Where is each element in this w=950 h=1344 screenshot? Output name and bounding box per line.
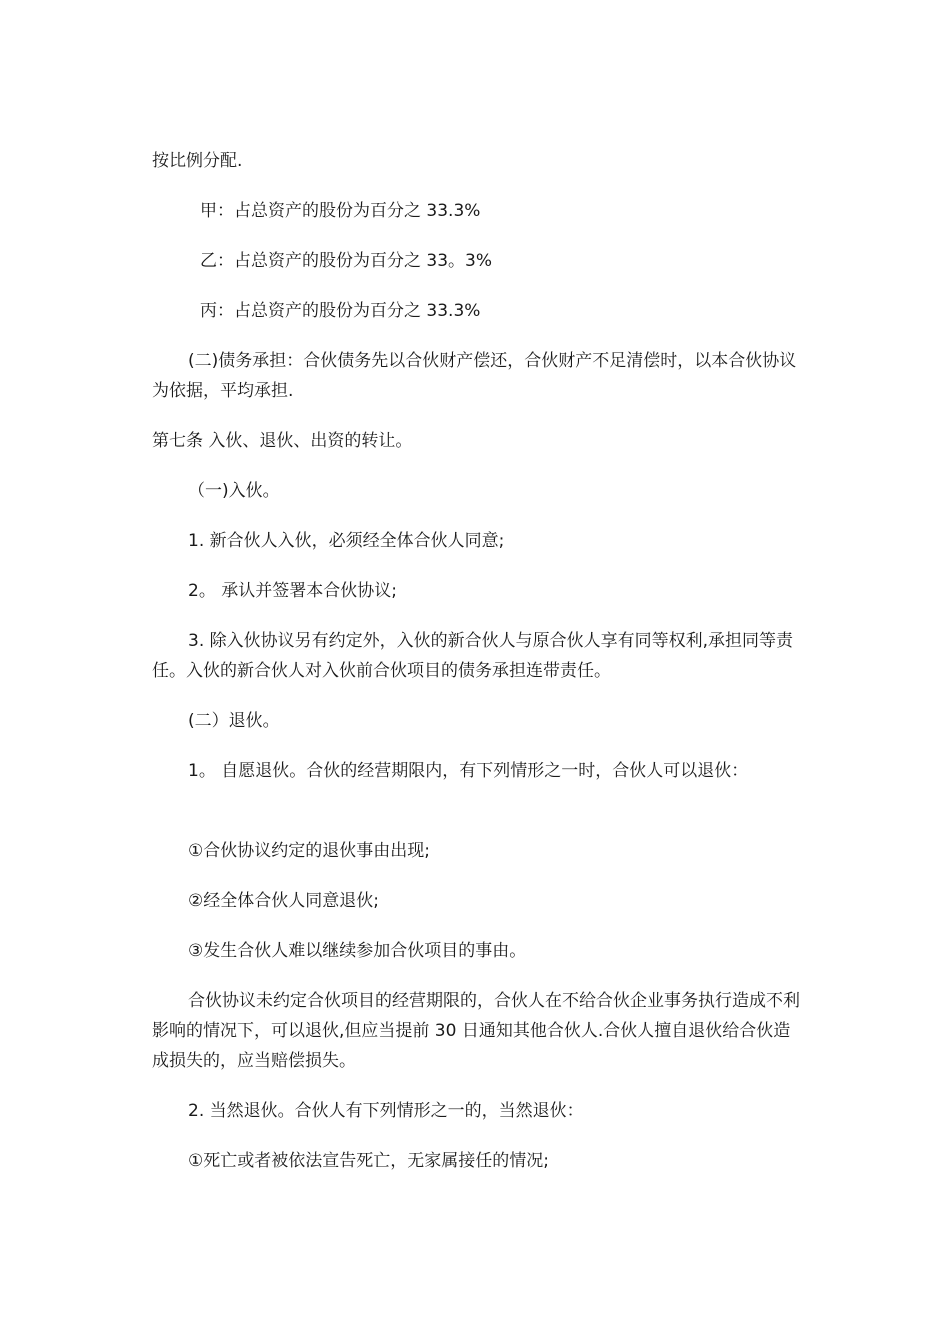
withdrawal-item-1: 1。 自愿退伙。合伙的经营期限内，有下列情形之一时，合伙人可以退伙：: [188, 761, 749, 781]
paragraph-unspecified-term: 合伙协议未约定合伙项目的经营期限的，合伙人在不给合伙企业事务执行造成不利影响的情况下，可以退伙,但应当提前 30 日通知其他合伙人.合伙人擅自退伙给合伙造成损失的，应当赔偿损失。: [152, 991, 800, 1071]
automatic-withdrawal-condition-1: ①死亡或者被依法宣告死亡，无家属接任的情况;: [188, 1151, 549, 1171]
withdrawal-condition-2: ②经全体合伙人同意退伙;: [188, 891, 379, 911]
paragraph-debt-bearing: (二)债务承担：合伙债务先以合伙财产偿还，合伙财产不足清偿时，以本合伙协议为依据，平均承担.: [152, 351, 797, 401]
withdrawal-item-2: 2. 当然退伙。合伙人有下列情形之一的，当然退伙：: [188, 1101, 584, 1121]
paragraph-share-c: 丙：占总资产的股份为百分之 33.3%: [200, 301, 481, 321]
paragraph-share-a: 甲：占总资产的股份为百分之 33.3%: [200, 201, 481, 221]
admission-item-3: 3. 除入伙协议另有约定外，入伙的新合伙人与原合伙人享有同等权利,承担同等责任。入伙的新合伙人对入伙前合伙项目的债务承担连带责任。: [152, 631, 794, 681]
admission-item-2: 2。 承认并签署本合伙协议;: [188, 581, 397, 601]
paragraph-profit-distribution: 按比例分配.: [152, 151, 243, 171]
section-withdrawal-heading: (二）退伙。: [188, 711, 280, 731]
section-admission-heading: （一)入伙。: [188, 481, 280, 501]
admission-item-1: 1. 新合伙人入伙，必须经全体合伙人同意;: [188, 531, 505, 551]
withdrawal-condition-3: ③发生合伙人难以继续参加合伙项目的事由。: [188, 941, 527, 961]
paragraph-share-b: 乙：占总资产的股份为百分之 33。3%: [200, 251, 493, 271]
withdrawal-condition-1: ①合伙协议约定的退伙事由出现;: [188, 841, 430, 861]
article-seven-heading: 第七条 入伙、退伙、出资的转让。: [152, 431, 413, 451]
